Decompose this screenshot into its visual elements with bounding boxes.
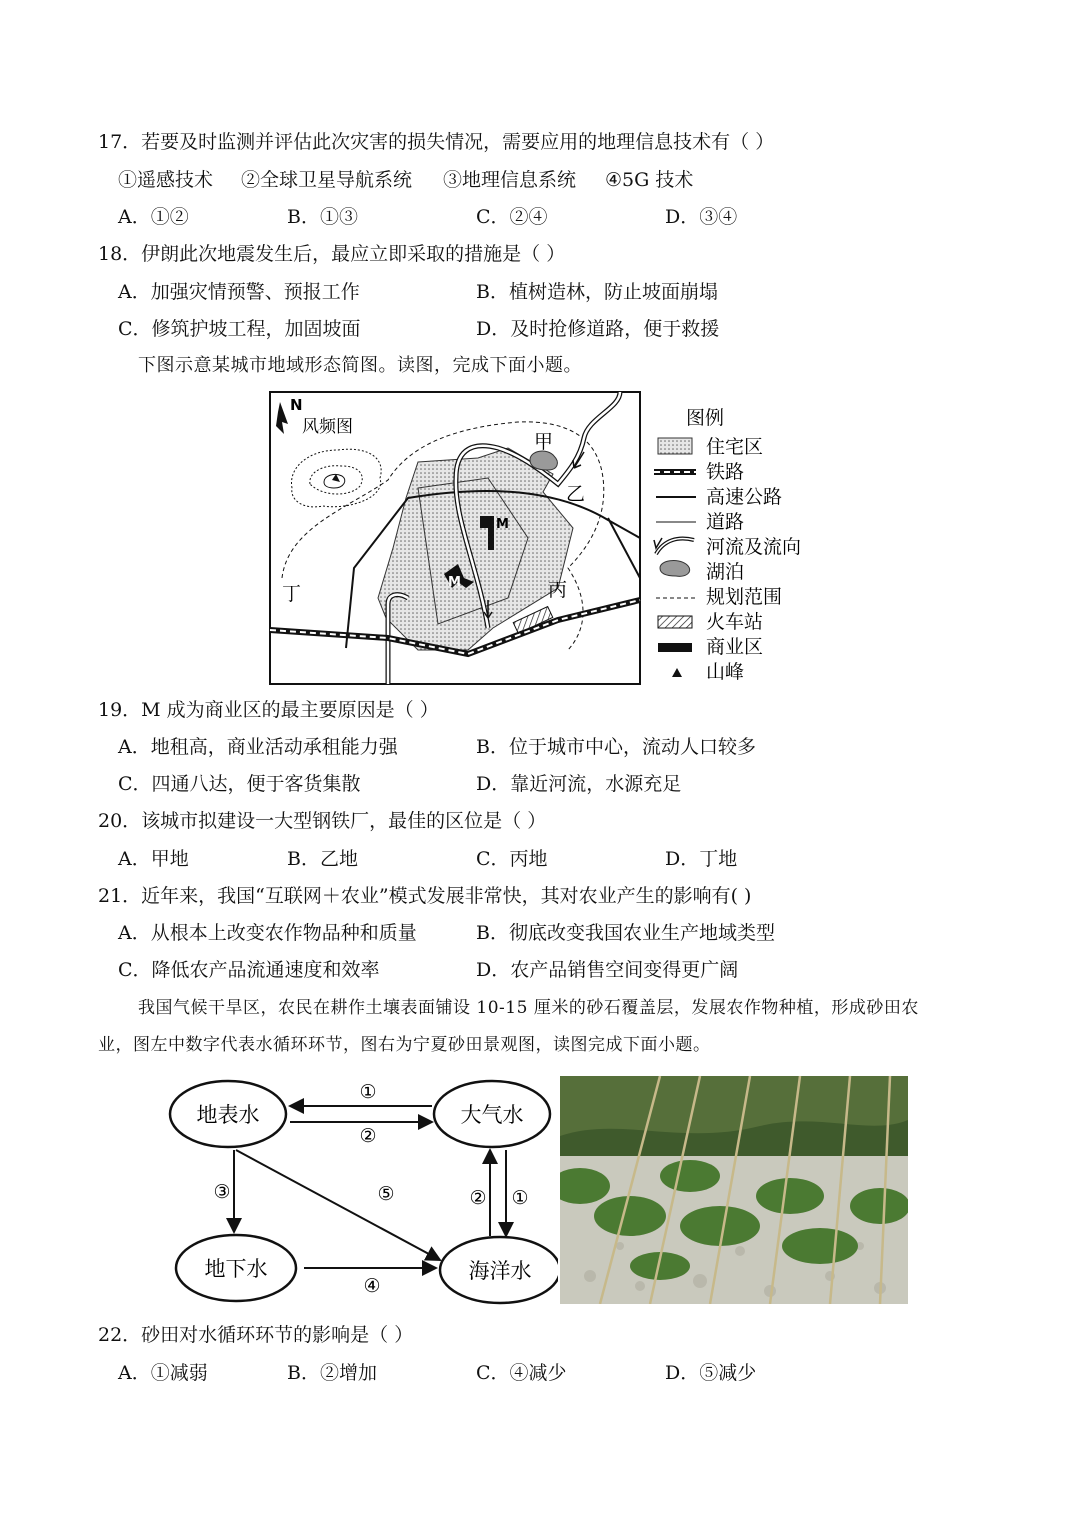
q20-stem: 20．该城市拟建设一大型钢铁厂，最佳的区位是（ ）	[98, 810, 547, 832]
q18-stem: 18．伊朗此次地震发生后，最应立即采取的措施是（ ）	[98, 243, 566, 265]
q17-item-4: ④5G 技术	[605, 169, 694, 191]
q17-option-d: D．③④	[665, 206, 738, 228]
q18-option-d: D．及时抢修道路，便于救援	[476, 318, 720, 340]
wind-title: 风频图	[302, 417, 353, 437]
q17-item-1: ①遥感技术	[118, 169, 214, 191]
q19-stem: 19．M 成为商业区的最主要原因是（ ）	[98, 699, 439, 721]
q20-option-d: D．丁地	[665, 848, 738, 870]
q21-option-d: D．农产品销售空间变得更广阔	[476, 959, 739, 981]
q22-option-b: B．②增加	[287, 1362, 377, 1384]
legend-highway: 高速公路	[706, 486, 783, 508]
m-label-1: M	[496, 517, 509, 532]
legend-peak-icon	[672, 668, 682, 677]
q22-stem: 22．砂田对水循环环节的影响是（ ）	[98, 1324, 414, 1346]
q21-stem: 21．近年来，我国“互联网＋农业”模式发展非常快，其对农业产生的影响有( )	[98, 885, 752, 907]
city-map	[268, 388, 848, 688]
q20-option-c: C．丙地	[476, 848, 548, 870]
q17-stem: 17．若要及时监测并评估此次灾害的损失情况，需要应用的地理信息技术有（ ）	[98, 131, 775, 153]
place-bing: 丙	[548, 579, 568, 601]
q19-option-b: B．位于城市中心，流动人口较多	[476, 736, 756, 758]
legend-river: 河流及流向	[706, 536, 802, 558]
label-5: ⑤	[377, 1183, 395, 1205]
q18-option-c: C．修筑护坡工程，加固坡面	[118, 318, 361, 340]
q17-option-a: A．①②	[118, 206, 189, 228]
q20-option-a: A．甲地	[118, 848, 189, 870]
legend-title: 图例	[686, 407, 725, 429]
legend-residential: 住宅区	[706, 436, 764, 458]
q17-item-3: ③地理信息系统	[443, 169, 577, 191]
q21-option-a: A．从根本上改变农作物品种和质量	[118, 922, 417, 944]
label-3: ③	[213, 1181, 231, 1203]
q17-option-c: C．②④	[476, 206, 548, 228]
q22-option-d: D．⑤减少	[665, 1362, 757, 1384]
legend-station: 火车站	[706, 611, 764, 633]
q22-option-a: A．①减弱	[118, 1362, 208, 1384]
legend-railway: 铁路	[706, 461, 745, 483]
label-1-top: ①	[359, 1081, 377, 1103]
sand-field-photo	[560, 1076, 908, 1304]
q22-option-c: C．④减少	[476, 1362, 567, 1384]
q17-item-2: ②全球卫星导航系统	[241, 169, 413, 191]
water-cycle-diagram	[168, 1076, 558, 1306]
node-ground-label: 地下水	[204, 1257, 268, 1281]
place-jia: 甲	[534, 431, 554, 453]
label-4: ④	[363, 1275, 381, 1297]
m-label-2: M	[448, 575, 461, 590]
label-2-top: ②	[359, 1125, 377, 1147]
sand-intro-line-1: 我国气候干旱区，农民在耕作土壤表面铺设 10-15 厘米的砂石覆盖层，发展农作物种植，形成砂田农	[138, 998, 919, 1018]
legend-commercial: 商业区	[706, 636, 764, 658]
q18-option-a: A．加强灾情预警、预报工作	[118, 281, 360, 303]
legend-road: 道路	[706, 511, 745, 533]
legend-residential-swatch	[658, 438, 692, 454]
legend-lake-swatch	[660, 561, 690, 577]
map-intro: 下图示意某城市地域形态简图。读图，完成下面小题。	[138, 355, 582, 376]
q19-option-a: A．地租高，商业活动承租能力强	[118, 736, 398, 758]
north-label: N	[290, 396, 303, 414]
q17-option-b: B．①③	[287, 206, 358, 228]
place-yi: 乙	[566, 483, 586, 505]
legend-lake: 湖泊	[706, 561, 745, 583]
label-1-right: ①	[511, 1187, 529, 1209]
q20-option-b: B．乙地	[287, 848, 358, 870]
sand-intro-line-2: 业，图左中数字代表水循环环节，图右为宁夏砂田景观图，读图完成下面小题。	[98, 1035, 711, 1055]
legend-planning: 规划范围	[706, 586, 783, 608]
legend-peak: 山峰	[706, 661, 745, 683]
q21-option-b: B．彻底改变我国农业生产地域类型	[476, 922, 775, 944]
node-surface-label: 地表水	[196, 1103, 260, 1127]
q19-option-d: D．靠近河流，水源充足	[476, 773, 682, 795]
node-atmos-label: 大气水	[460, 1103, 524, 1127]
q21-option-c: C．降低农产品流通速度和效率	[118, 959, 380, 981]
legend-commercial-swatch	[658, 643, 692, 652]
node-ocean-label: 海洋水	[468, 1259, 532, 1283]
q18-option-b: B．植树造林，防止坡面崩塌	[476, 281, 718, 303]
q19-option-c: C．四通八达，便于客货集散	[118, 773, 361, 795]
legend-station-swatch	[658, 616, 692, 628]
place-ding: 丁	[282, 583, 302, 605]
label-2-right: ②	[469, 1187, 487, 1209]
